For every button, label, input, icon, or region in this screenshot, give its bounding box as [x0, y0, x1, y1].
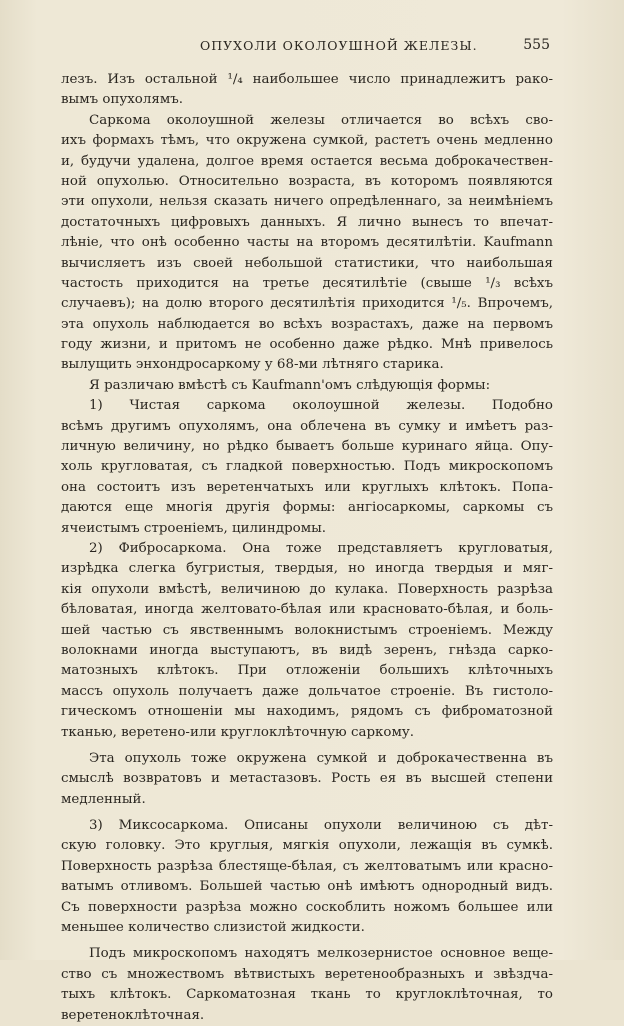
text-line: Съ поверхности разрѣза можно соскоблить ножомъ большее или	[61, 899, 553, 915]
running-title: ОПУХОЛИ ОКОЛОУШНОЙ ЖЕЛЕЗЫ.	[200, 38, 478, 53]
paragraph	[61, 376, 553, 396]
text-line: ство съ множествомъ вѣтвистыхъ веретенообразныхъ и звѣздча-	[61, 966, 553, 982]
text-line: холь кругловатая, съ гладкой поверхностью. Подъ микроскопомъ	[61, 459, 553, 475]
text-line: году жизни, и притомъ не особенно даже рѣдко. Мнѣ привелось	[61, 337, 553, 353]
text-line: эта опухоль наблюдается во всѣхъ возрастахъ, даже на первомъ	[61, 316, 553, 332]
text-line: случаевъ); на долю второго десятилѣтія приходится ¹/₅. Впрочемъ,	[61, 296, 553, 312]
text-line: Я различаю вмѣстѣ съ Kaufmann'омъ слѣдующія формы:	[89, 377, 491, 393]
text-line: даются еще многія другія формы: ангіосаркомы, саркомы съ	[61, 500, 553, 516]
text-line: матозныхъ клѣтокъ. При отложеніи большихъ клѣточныхъ	[61, 663, 553, 679]
paragraph	[61, 396, 553, 539]
text-line: вымъ опухолямъ.	[61, 92, 184, 108]
text-line: 2) Фибросаркома. Она тоже представляетъ кругловатыя,	[89, 540, 553, 556]
text-line: ватымъ отливомъ. Большей частью онѣ имѣютъ однородный видъ.	[61, 879, 553, 895]
text-line: медленный.	[61, 791, 146, 807]
text-line: Подъ микроскопомъ находятъ мелкозернистое основное веще-	[89, 946, 553, 962]
text-line: кія опухоли вмѣстѣ, величиною до кулака. Поверхность разрѣза	[61, 581, 553, 597]
text-line: и, будучи удалена, долгое время остается весьма доброкачествен-	[61, 153, 553, 169]
page-number: 555	[523, 37, 550, 53]
text-line: лезъ. Изъ остальной ¹/₄ наибольшее число принадлежитъ рако-	[61, 72, 553, 87]
paragraph	[61, 539, 553, 743]
text-line: Саркома околоушной железы отличается во всѣхъ сво-	[89, 112, 553, 128]
text-line: гическомъ отношеніи мы находимъ, рядомъ съ фиброматозной	[61, 704, 553, 720]
body-text	[61, 70, 553, 1026]
text-line: скую головку. Это круглыя, мягкія опухоли, лежащія въ сумкѣ.	[61, 838, 553, 854]
paragraph	[61, 111, 553, 376]
text-line: ихъ формахъ тѣмъ, что окружена сумкой, растетъ очень медленно	[61, 133, 553, 149]
paragraph	[61, 810, 553, 938]
text-line: всѣмъ другимъ опухолямъ, она облечена въ сумку и имѣетъ раз-	[61, 418, 553, 434]
text-line: тыхъ клѣтокъ. Саркоматозная ткань то круглоклѣточная, то	[61, 987, 553, 1003]
text-line: частость приходится на третье десятилѣтіе (свыше ¹/₃ всѣхъ	[61, 275, 553, 291]
text-line: 1) Чистая саркома околоушной железы. Подобно	[89, 398, 553, 414]
text-line: ячеистымъ строеніемъ, цилиндромы.	[61, 520, 327, 536]
text-line: Поверхность разрѣза блестяще-бѣлая, съ желтоватымъ или красно-	[61, 858, 553, 874]
text-line: смыслѣ возвратовъ и метастазовъ. Рость ея въ высшей степени	[61, 771, 553, 787]
text-line: достаточныхъ цифровыхъ данныхъ. Я лично вынесъ то впечат-	[61, 214, 553, 230]
text-line: веретеноклѣточная.	[61, 1007, 205, 1023]
paragraph	[61, 70, 553, 111]
text-line: вылущить энхондросаркому у 68-ми лѣтняго старика.	[61, 357, 444, 373]
text-line: лѣніе, что онѣ особенно часты на второмъ десятилѣтіи. Kaufmann	[61, 235, 553, 251]
text-line: Эта опухоль тоже окружена сумкой и доброкачественна въ	[89, 750, 553, 766]
text-line: бѣловатая, иногда желтовато-бѣлая или красновато-бѣлая, и боль-	[61, 602, 553, 618]
text-line: эти опухоли, нельзя сказать ничего опредѣленнаго, за неимѣніемъ	[61, 194, 553, 210]
text-line: массъ опухоль получаетъ даже дольчатое строеніе. Въ гистоло-	[61, 683, 553, 699]
text-line: личную величину, но рѣдко бываетъ больше куринаго яйца. Опу-	[61, 439, 553, 455]
text-line: вычисляетъ изъ своей небольшой статистики, что наибольшая	[61, 255, 553, 271]
text-line: волокнами иногда выступаютъ, въ видѣ зеренъ, гнѣзда сарко-	[61, 642, 553, 658]
paragraph	[61, 743, 553, 810]
text-line: шей частью съ явственнымъ волокнистымъ строеніемъ. Между	[61, 622, 553, 638]
text-line: 3) Миксосаркома. Описаны опухоли величиною съ дѣт-	[89, 818, 553, 834]
text-line: меньшее количество слизистой жидкости.	[61, 920, 365, 936]
text-line: ной опухолью. Относительно возраста, въ которомъ появляются	[61, 173, 553, 189]
text-line: тканью, веретено-или круглоклѣточную саркому.	[61, 724, 414, 740]
text-line: изрѣдка слегка бугристыя, твердыя, но иногда твердыя и мяг-	[61, 561, 553, 577]
text-line: она состоитъ изъ веретенчатыхъ или круглыхъ клѣтокъ. Попа-	[61, 479, 553, 495]
paragraph	[61, 938, 553, 1026]
